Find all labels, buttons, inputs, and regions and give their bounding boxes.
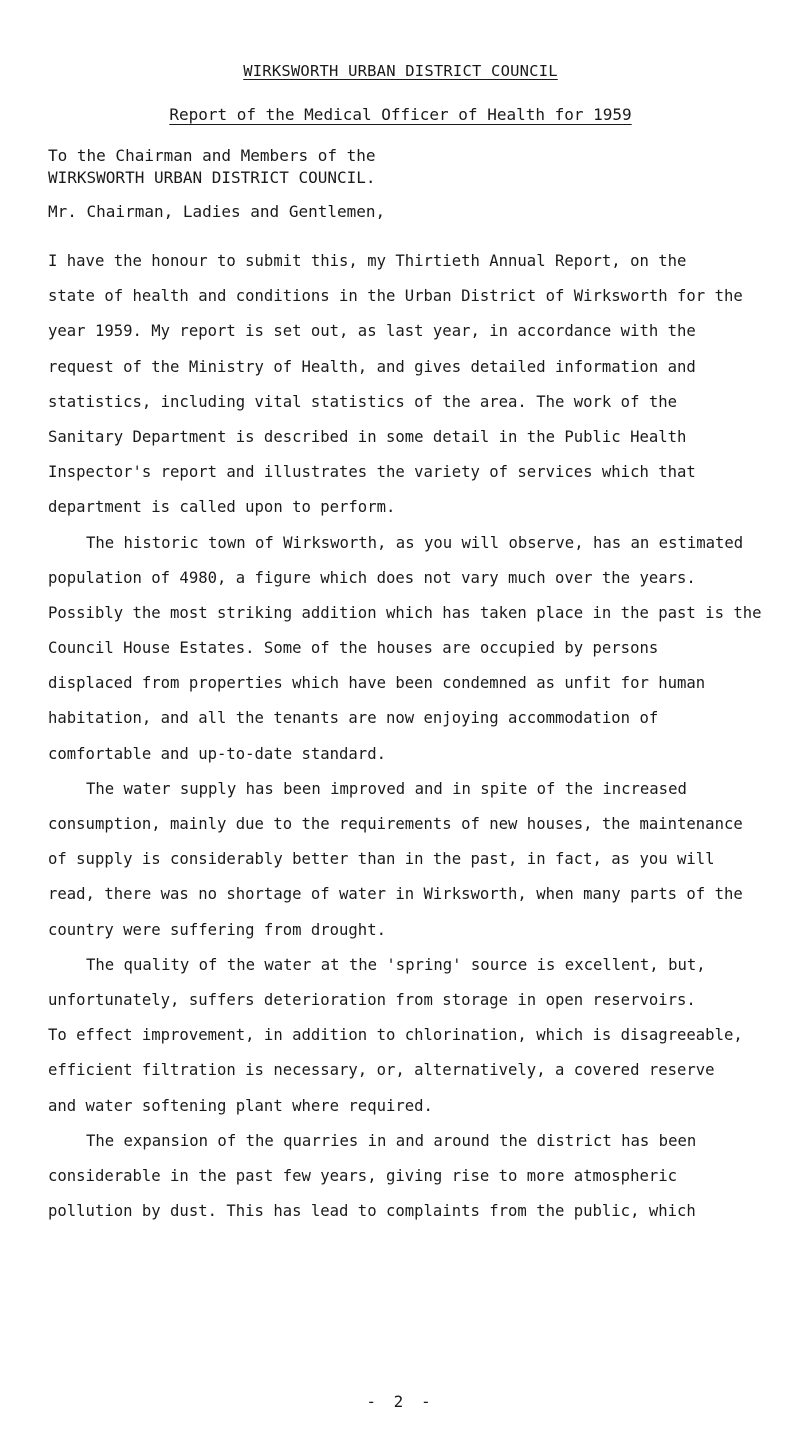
council-name-heading [0,62,801,80]
body-line: habitation, and all the tenants are now enjoying accommodation of [48,709,659,728]
body-line: The water supply has been improved and in spite of the increased [86,779,687,798]
body-line: population of 4980, a figure which does not vary much over the years. [48,568,696,587]
body-line: and water softening plant where required. [48,1096,433,1115]
body-line: unfortunately, suffers deterioration from storage in open reservoirs. [48,990,696,1009]
body-line: displaced from properties which have been condemned as unfit for human [48,674,706,693]
body-line: read, there was no shortage of water in Wirksworth, when many parts of the [48,885,743,904]
addressee-line: To the Chairman and Members of the [48,146,376,165]
body-line: I have the honour to submit this, my Thirtieth Annual Report, on the [48,252,687,270]
body-line: comfortable and up-to-date standard. [48,744,386,763]
report-body [48,244,768,1229]
body-line: The expansion of the quarries in and around the district has been [86,1131,697,1150]
body-line: of supply is considerably better than in the past, in fact, as you will [48,850,715,869]
salutation: Mr. Chairman, Ladies and Gentlemen, [48,202,386,221]
addressee-line: WIRKSWORTH URBAN DISTRICT COUNCIL. [48,168,376,187]
body-line: statistics, including vital statistics of the area. The work of the [48,392,678,411]
addressee-block [48,145,376,189]
body-line: department is called upon to perform. [48,498,396,517]
body-line: request of the Ministry of Health, and gives detailed information and [48,357,696,376]
body-line: efficient filtration is necessary, or, alternatively, a covered reserve [48,1061,715,1080]
body-line: To effect improvement, in addition to chlorination, which is disagreeable, [48,1026,743,1045]
report-title-heading [0,105,801,124]
report-title-text: Report of the Medical Officer of Health for 1959 [169,105,632,124]
body-line: The quality of the water at the 'spring' source is excellent, but, [86,955,706,974]
body-line: consumption, mainly due to the requirements of new houses, the maintenance [48,815,743,833]
body-line: The historic town of Wirksworth, as you will observe, has an estimated [86,533,744,552]
body-line: year 1959. My report is set out, as last year, in accordance with the [48,322,696,341]
body-line: Council House Estates. Some of the houses are occupied by persons [48,639,659,658]
body-line: state of health and conditions in the Urban District of Wirksworth for the [48,287,743,306]
body-line: Possibly the most striking addition which has taken place in the past is the [48,603,762,622]
page-number: - 2 - [366,1392,435,1411]
body-line: Inspector's report and illustrates the variety of services which that [48,463,696,482]
body-line: Sanitary Department is described in some detail in the Public Health [48,427,687,446]
body-line: country were suffering from drought. [48,920,386,939]
body-line: pollution by dust. This has lead to complaints from the public, which [48,1202,696,1221]
body-line: considerable in the past few years, giving rise to more atmospheric [48,1166,678,1185]
council-name-text: WIRKSWORTH URBAN DISTRICT COUNCIL [243,62,558,80]
